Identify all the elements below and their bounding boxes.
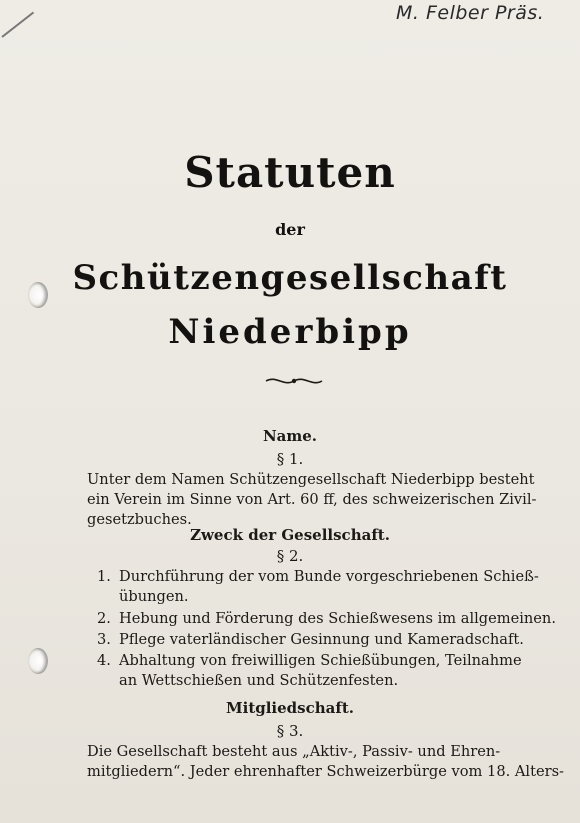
society-name-line2: Niederbipp	[168, 312, 412, 352]
paragraph-3-number: § 3.	[276, 722, 304, 740]
list-item-2	[97, 610, 556, 627]
paragraph-1-number: § 1.	[276, 450, 304, 468]
list-item-4	[97, 652, 522, 669]
s1-line-3: gesetzbuches.	[87, 511, 192, 528]
paragraph-2-number: § 2.	[276, 547, 304, 565]
list-item-4-line-1: Abhaltung von freiwilligen Schießübungen, Teilnahme	[119, 652, 522, 669]
s1-line-2: ein Verein im Sinne von Art. 60 ff, des schweizerischen Zivil-	[87, 491, 537, 508]
s3-line-1: Die Gesellschaft besteht aus „Aktiv-, Passiv- und Ehren-	[87, 743, 501, 760]
list-item-3-line-1: Pflege vaterländischer Gesinnung und Kameradschaft.	[119, 631, 524, 648]
handwritten-annotation: M. Felber Präs.	[396, 2, 545, 24]
s3-line-2: mitgliedern“. Jeder ehrenhafter Schweizerbürge vom 18. Alters-	[87, 763, 564, 780]
heading-mitgliedschaft: Mitgliedschaft.	[226, 699, 354, 717]
list-item-1-line-2: übungen.	[119, 588, 189, 605]
list-item-1-num: 1.	[97, 568, 111, 585]
list-item-4-line-2: an Wettschießen und Schützenfesten.	[119, 672, 399, 689]
list-item-3-num: 3.	[97, 631, 111, 648]
society-name-line1: Schützengesellschaft	[72, 258, 508, 298]
list-item-1-line-1: Durchführung der vom Bunde vorgeschriebenen Schieß-	[119, 568, 539, 585]
list-item-3	[97, 631, 524, 648]
document-title: Statuten	[184, 148, 396, 197]
list-item-2-num: 2.	[97, 610, 111, 627]
title-der: der	[275, 220, 305, 239]
list-item-4-num: 4.	[97, 652, 111, 669]
corner-scratch	[1, 12, 34, 38]
list-item-2-line-1: Hebung und Förderung des Schießwesens im allgemeinen.	[119, 610, 556, 627]
punch-hole-bottom	[28, 648, 48, 674]
heading-name: Name.	[262, 427, 318, 445]
s1-line-1: Unter dem Namen Schützengesellschaft Niederbipp besteht	[87, 471, 535, 488]
ornament-divider	[264, 374, 324, 388]
heading-zweck: Zweck der Gesellschaft.	[190, 526, 390, 544]
list-item-1	[97, 568, 539, 585]
bleed-through-text	[85, 78, 545, 99]
